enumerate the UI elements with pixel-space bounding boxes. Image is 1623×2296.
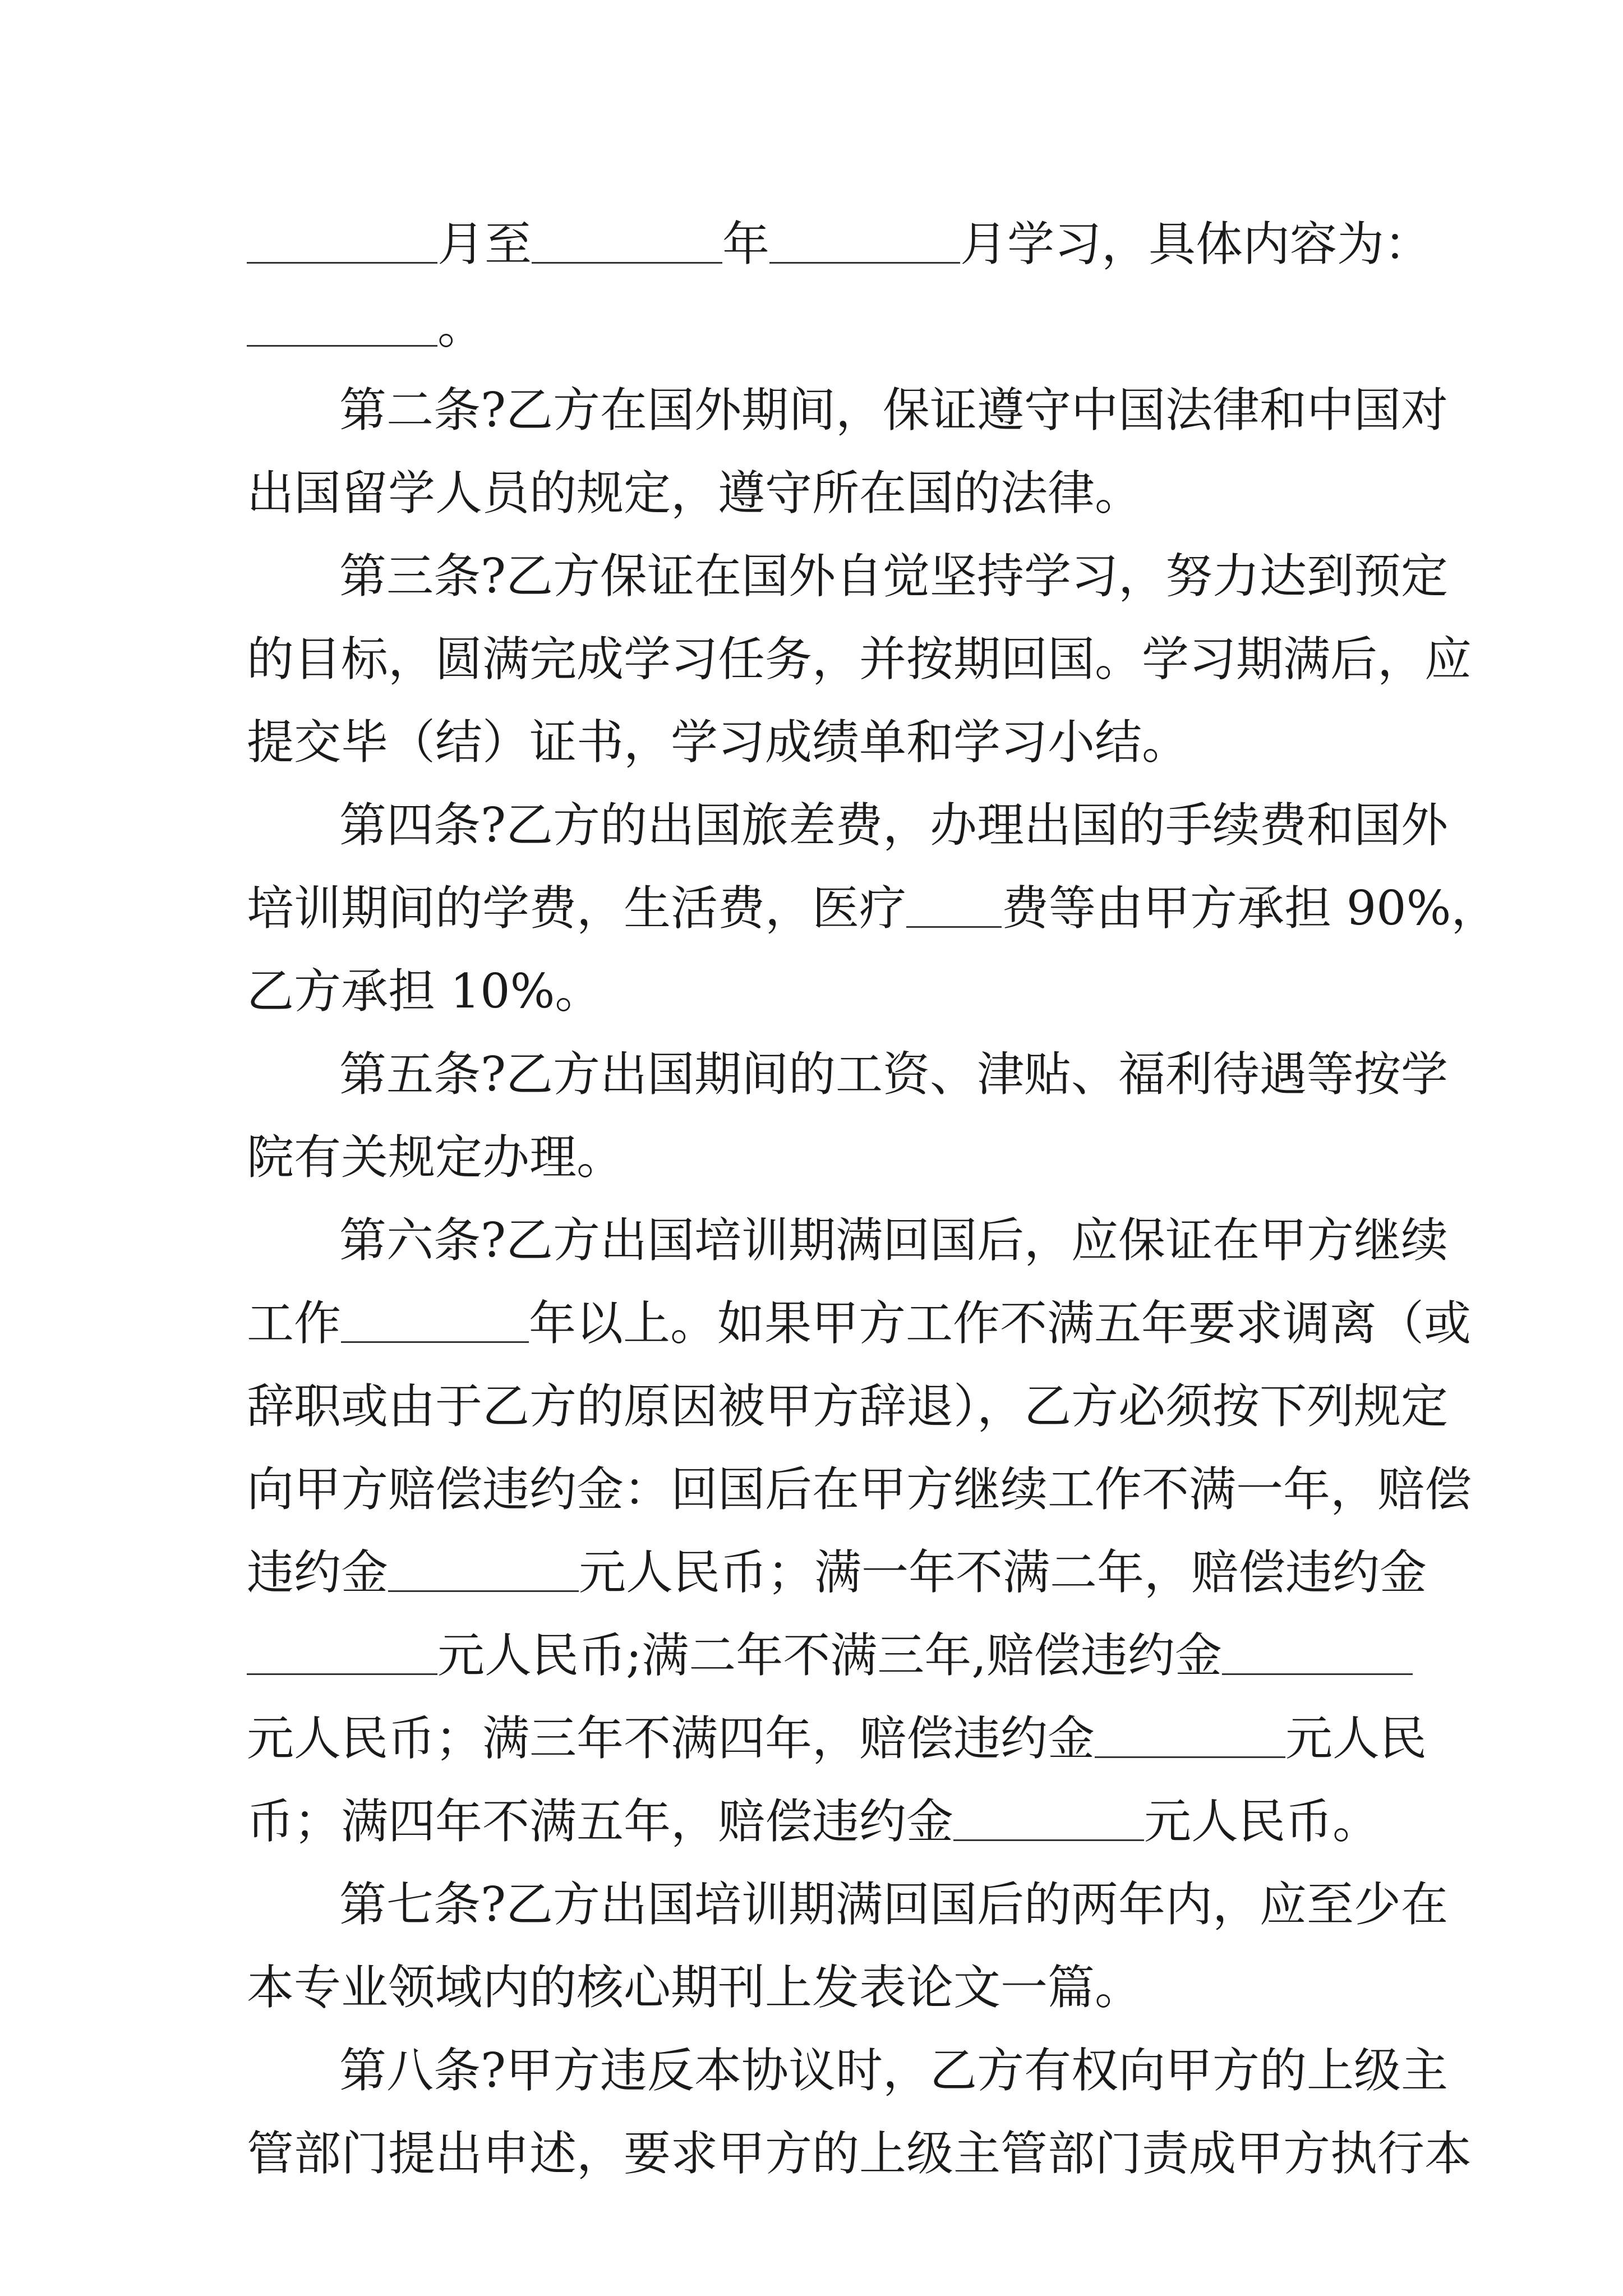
fill-blank	[341, 1337, 529, 1343]
article-6-line-2	[247, 1281, 1472, 1365]
text-segment: 年以上。如果甲方工作不满五年要求调离（或	[529, 1296, 1472, 1351]
article-7-line-1: 第七条?乙方出国培训期满回国后的两年内，应至少在	[339, 1877, 1449, 1932]
text-segment: 元人民币。	[1144, 1794, 1380, 1849]
text-segment: 。	[437, 300, 485, 355]
fill-blank	[388, 1586, 579, 1592]
fill-blank	[247, 1669, 437, 1675]
fill-blank	[532, 257, 722, 264]
article-6-line-5	[247, 1530, 1427, 1614]
fill-blank	[953, 1835, 1144, 1841]
article-6-line-4: 向甲方赔偿违约金：回国后在甲方继续工作不满一年，赔偿	[247, 1462, 1472, 1517]
article-5-line-1: 第五条?乙方出国期间的工资、津贴、福利待遇等按学	[339, 1047, 1449, 1102]
fill-blank	[906, 922, 1002, 928]
article-6-line-7	[247, 1696, 1427, 1780]
fill-blank	[769, 257, 960, 264]
text-segment: 年	[722, 217, 770, 272]
article-6-line-1: 第六条?乙方出国培训期满回国后，应保证在甲方继续	[339, 1213, 1449, 1268]
article-7-line-2: 本专业领域内的核心期刊上发表论文一篇。	[247, 1960, 1142, 2015]
article-2-line-2: 出国留学人员的规定，遵守所在国的法律。	[247, 466, 1142, 521]
article-2-line-1: 第二条?乙方在国外期间，保证遵守中国法律和中国对	[339, 383, 1449, 438]
text-segment: 元人民币；满一年不满二年，赔偿违约金	[579, 1545, 1427, 1600]
fill-blank	[1222, 1669, 1413, 1675]
article-1-line-2	[247, 285, 1374, 369]
article-3-line-2: 的目标，圆满完成学习任务，并按期回国。学习期满后，应	[247, 632, 1472, 687]
article-1-line-1	[247, 202, 1432, 286]
text-segment: 元人民币；满三年不满四年，赔偿违约金	[247, 1711, 1095, 1766]
article-3-line-1: 第三条?乙方保证在国外自觉坚持学习，努力达到预定	[339, 549, 1449, 604]
article-6-line-8	[247, 1779, 1380, 1864]
article-6-line-3: 辞职或由于乙方的原因被甲方辞退），乙方必须按下列规定	[247, 1379, 1449, 1434]
article-4-line-3: 乙方承担 10%。	[247, 964, 602, 1019]
article-5-line-2: 院有关规定办理。	[247, 1130, 624, 1185]
article-4-line-1: 第四条?乙方的出国旅差费，办理出国的手续费和国外	[339, 798, 1449, 853]
text-segment: 费等由甲方承担 90%，	[1002, 881, 1498, 936]
text-segment: 月至	[437, 217, 532, 272]
article-3-line-3: 提交毕（结）证书，学习成绩单和学习小结。	[247, 715, 1189, 770]
article-6-line-6	[247, 1613, 1374, 1697]
text-segment: 月学习，具体内容为：	[960, 217, 1432, 272]
fill-blank	[1095, 1752, 1285, 1758]
text-segment: 币；满四年不满五年，赔偿违约金	[247, 1794, 954, 1849]
article-4-line-2	[247, 866, 1498, 950]
text-segment: 违约金	[247, 1545, 389, 1600]
fill-blank	[247, 341, 437, 347]
article-8-line-2: 管部门提出申述，要求甲方的上级主管部门责成甲方执行本	[247, 2126, 1472, 2181]
fill-blank	[247, 257, 437, 264]
text-segment: 元人民	[1285, 1711, 1427, 1766]
article-8-line-1: 第八条?甲方违反本协议时，乙方有权向甲方的上级主	[339, 2043, 1449, 2098]
text-segment: 元人民币;满二年不满三年,赔偿违约金	[437, 1628, 1223, 1683]
text-segment: 工作	[247, 1296, 342, 1351]
text-segment: 培训期间的学费，生活费，医疗	[247, 881, 907, 936]
